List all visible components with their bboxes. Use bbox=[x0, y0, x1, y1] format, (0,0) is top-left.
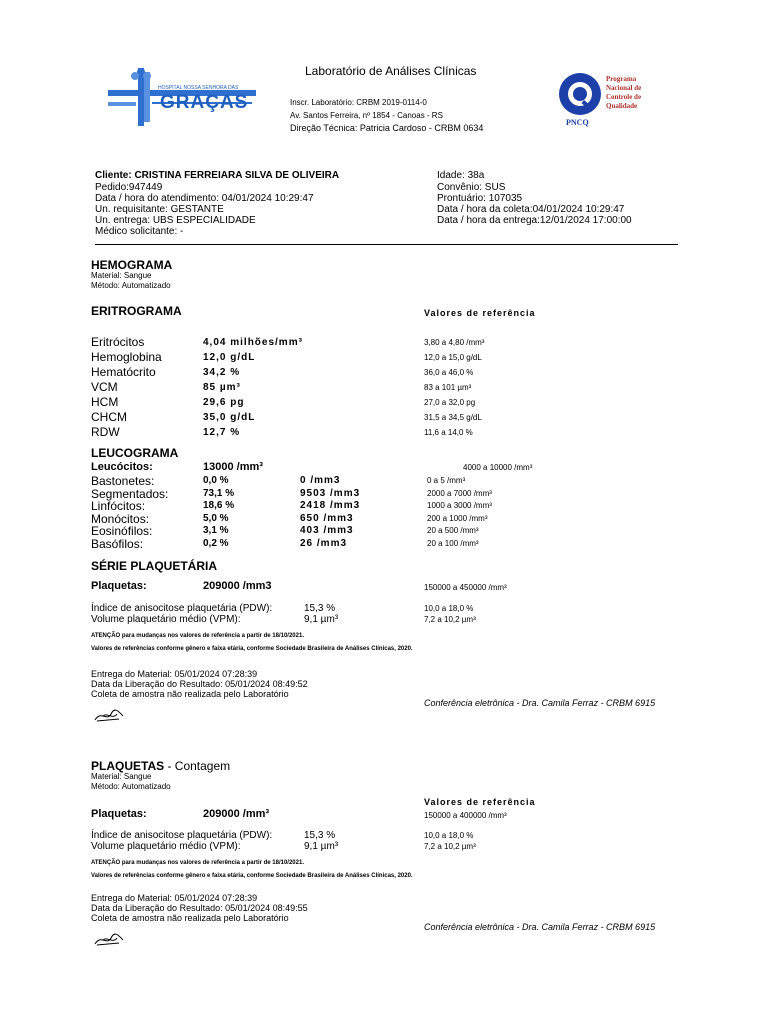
note-references: Valores de referências conforme gênero e faixa etária, conforme Sociedade Brasileira de Análises Clínicas, 2020. bbox=[91, 646, 413, 652]
erit-ref: 27,0 a 32,0 pg bbox=[424, 398, 476, 407]
plaquetas-section-title: PLAQUETAS - Contagem bbox=[91, 759, 231, 773]
patient-order: Pedido:947449 bbox=[95, 182, 163, 193]
vpm-ref: 7,2 a 10,2 µm³ bbox=[424, 615, 476, 624]
hemograma-title: HEMOGRAMA bbox=[91, 258, 173, 272]
signature bbox=[93, 708, 125, 729]
leuco-ref: 2000 a 7000 /mm³ bbox=[427, 488, 492, 498]
patient-client: Cliente: CRISTINA FERREIARA SILVA DE OLIVEIRA bbox=[95, 170, 340, 181]
lab-registration: Inscr. Laboratório: CRBM 2019-0114-0 bbox=[290, 98, 427, 107]
patient-insurance: Convênio: SUS bbox=[437, 182, 506, 193]
hemograma-material: Material: Sangue bbox=[91, 271, 152, 280]
pncq-label: PNCQ bbox=[566, 118, 589, 127]
leucocitos-value: 13000 /mm³ bbox=[203, 461, 263, 473]
pdw-ref-2: 10,0 a 18,0 % bbox=[424, 831, 474, 840]
erit-ref: 12,0 a 15,0 g/dL bbox=[424, 353, 482, 362]
pdw-ref: 10,0 a 18,0 % bbox=[424, 604, 474, 613]
leuco-abs: 650 /mm3 bbox=[300, 512, 354, 524]
patient-attendance: Data / hora do atendimento: 04/01/2024 10:29:47 bbox=[95, 193, 314, 204]
lab-director: Direção Técnica: Patricia Cardoso - CRBM 0634 bbox=[290, 123, 484, 133]
pdw-label: Índice de anisocitose plaquetária (PDW): bbox=[91, 603, 273, 614]
patient-doctor: Médico solicitante: - bbox=[95, 226, 184, 237]
erit-value: 12,7 % bbox=[203, 427, 241, 438]
plaquetas-material: Material: Sangue bbox=[91, 772, 152, 781]
leuco-ref: 20 a 500 /mm³ bbox=[427, 526, 479, 535]
erit-value: 85 µm³ bbox=[203, 382, 241, 393]
plaquetas-value: 209000 /mm3 bbox=[203, 580, 272, 592]
divider bbox=[95, 244, 678, 245]
erit-label: RDW bbox=[91, 425, 120, 439]
leuco-pct: 18,6 % bbox=[203, 500, 235, 511]
erit-ref: 31,5 a 34,5 g/dL bbox=[424, 413, 482, 422]
erit-label: Eritrócitos bbox=[91, 335, 145, 349]
erit-label: CHCM bbox=[91, 410, 127, 424]
leuco-label: Segmentados: bbox=[91, 486, 169, 501]
ref-header: Valores de referência bbox=[424, 308, 536, 318]
leuco-label: Eosinófilos: bbox=[91, 524, 153, 538]
leucocitos-label: Leucócitos: bbox=[91, 461, 153, 473]
plaquetas-ref: 150000 a 450000 /mm³ bbox=[424, 583, 507, 592]
leuco-ref: 0 a 5 /mm³ bbox=[427, 476, 466, 485]
patient-delivery-unit: Un. entrega: UBS ESPECIALIDADE bbox=[95, 215, 256, 226]
plaquetas-label: Plaquetas: bbox=[91, 580, 147, 592]
collection-note: Coleta de amostra não realizada pelo Laboratório bbox=[91, 689, 289, 699]
erit-ref: 3,80 a 4,80 /mm³ bbox=[424, 338, 485, 347]
leucograma-title: LEUCOGRAMA bbox=[91, 446, 179, 460]
hemograma-method: Método: Automatizado bbox=[91, 281, 171, 290]
conference-signature-2: Conferência eletrônica - Dra. Camila Ferraz - CRBM 6915 bbox=[424, 922, 656, 932]
vpm-ref-2: 7,2 a 10,2 µm³ bbox=[424, 842, 476, 851]
leuco-abs: 26 /mm3 bbox=[300, 537, 348, 549]
patient-age: Idade: 38a bbox=[437, 170, 485, 181]
leuco-abs: 403 /mm3 bbox=[300, 525, 354, 536]
patient-delivery: Data / hora da entrega:12/01/2024 17:00:00 bbox=[437, 215, 632, 226]
note-attention: ATENÇÃO para mudanças nos valores de referência a partir de 18/10/2021. bbox=[91, 633, 304, 639]
pdw-value: 15,3 % bbox=[304, 603, 336, 614]
erit-label: HCM bbox=[91, 395, 119, 409]
note-attention-2: ATENÇÃO para mudanças nos valores de referência a partir de 18/10/2021. bbox=[91, 860, 304, 866]
hospital-name-small: HOSPITAL NOSSA SENHORA DAS bbox=[158, 85, 239, 91]
leuco-label: Bastonetes: bbox=[91, 474, 155, 488]
leuco-ref: 1000 a 3000 /mm³ bbox=[427, 501, 492, 510]
leuco-pct: 5,0 % bbox=[203, 512, 229, 524]
plaquetas-count-ref: 150000 a 400000 /mm³ bbox=[424, 811, 507, 820]
leuco-ref: 200 a 1000 /mm³ bbox=[427, 513, 488, 523]
plaquetas-count-label: Plaquetas: bbox=[91, 808, 147, 820]
vpm-label-2: Volume plaquetário médio (VPM): bbox=[91, 841, 241, 852]
leuco-label: Monócitos: bbox=[91, 511, 150, 526]
leuco-label: Linfócitos: bbox=[91, 499, 146, 513]
leuco-abs: 0 /mm3 bbox=[300, 475, 341, 486]
lab-title: Laboratório de Análises Clínicas bbox=[305, 64, 477, 78]
erit-value: 34,2 % bbox=[203, 367, 241, 378]
vpm-label: Volume plaquetário médio (VPM): bbox=[91, 614, 241, 625]
release-date: Data da Liberação do Resultado: 05/01/2024 08:49:52 bbox=[91, 679, 308, 689]
eritrograma-title: ERITROGRAMA bbox=[91, 304, 182, 318]
patient-requesting-unit: Un. requisitante: GESTANTE bbox=[95, 204, 224, 215]
erit-value: 35,0 g/dL bbox=[203, 412, 256, 423]
leucocitos-ref: 4000 a 10000 /mm³ bbox=[463, 463, 533, 472]
erit-label: Hematócrito bbox=[91, 365, 156, 379]
plaquetaria-title: SÉRIE PLAQUETÁRIA bbox=[91, 559, 218, 573]
plaquetas-ref-header: Valores de referência bbox=[424, 797, 536, 807]
note-references-2: Valores de referências conforme gênero e faixa etária, conforme Sociedade Brasileira de Análises Clínicas, 2020. bbox=[91, 873, 413, 879]
signature-2 bbox=[93, 932, 125, 953]
delivery-material-2: Entrega do Material: 05/01/2024 07:28:39 bbox=[91, 893, 258, 903]
vpm-value: 9,1 µm³ bbox=[304, 614, 339, 625]
erit-value: 12,0 g/dL bbox=[203, 352, 256, 363]
plaquetas-method: Método: Automatizado bbox=[91, 782, 171, 791]
erit-ref: 83 a 101 µm³ bbox=[424, 383, 472, 392]
patient-record: Prontuário: 107035 bbox=[437, 193, 523, 204]
delivery-material: Entrega do Material: 05/01/2024 07:28:39 bbox=[91, 669, 258, 679]
erit-label: Hemoglobina bbox=[91, 350, 162, 364]
erit-value: 4,04 milhões/mm³ bbox=[203, 337, 303, 348]
hospital-name: GRAÇAS bbox=[160, 92, 249, 113]
plaquetas-count-value: 209000 /mm³ bbox=[203, 808, 270, 820]
leuco-pct: 3,1 % bbox=[203, 525, 229, 536]
collection-note-2: Coleta de amostra não realizada pelo Laboratório bbox=[91, 913, 289, 923]
pncq-text: Programa Nacional de Controle de Qualidade bbox=[606, 75, 642, 110]
pdw-value-2: 15,3 % bbox=[304, 830, 336, 841]
leuco-pct: 0,0 % bbox=[203, 475, 229, 486]
patient-collection: Data / hora da coleta:04/01/2024 10:29:47 bbox=[437, 204, 625, 215]
erit-value: 29,6 pg bbox=[203, 397, 245, 408]
leuco-label: Basófilos: bbox=[91, 536, 144, 551]
leuco-abs: 9503 /mm3 bbox=[300, 487, 361, 499]
leuco-ref: 20 a 100 /mm³ bbox=[427, 538, 479, 548]
pdw-label-2: Índice de anisocitose plaquetária (PDW): bbox=[91, 830, 273, 841]
lab-address: Av. Santos Ferreira, nº 1854 - Canoas - RS bbox=[290, 111, 443, 120]
leuco-pct: 73,1 % bbox=[203, 487, 235, 499]
release-date-2: Data da Liberação do Resultado: 05/01/2024 08:49:55 bbox=[91, 903, 308, 913]
erit-ref: 36,0 a 46,0 % bbox=[424, 368, 474, 377]
conference-signature: Conferência eletrônica - Dra. Camila Ferraz - CRBM 6915 bbox=[424, 698, 656, 708]
leuco-abs: 2418 /mm3 bbox=[300, 500, 361, 511]
leuco-pct: 0,2 % bbox=[203, 537, 229, 549]
vpm-value-2: 9,1 µm³ bbox=[304, 841, 339, 852]
erit-ref: 11,6 a 14,0 % bbox=[424, 428, 473, 437]
erit-label: VCM bbox=[91, 380, 118, 394]
